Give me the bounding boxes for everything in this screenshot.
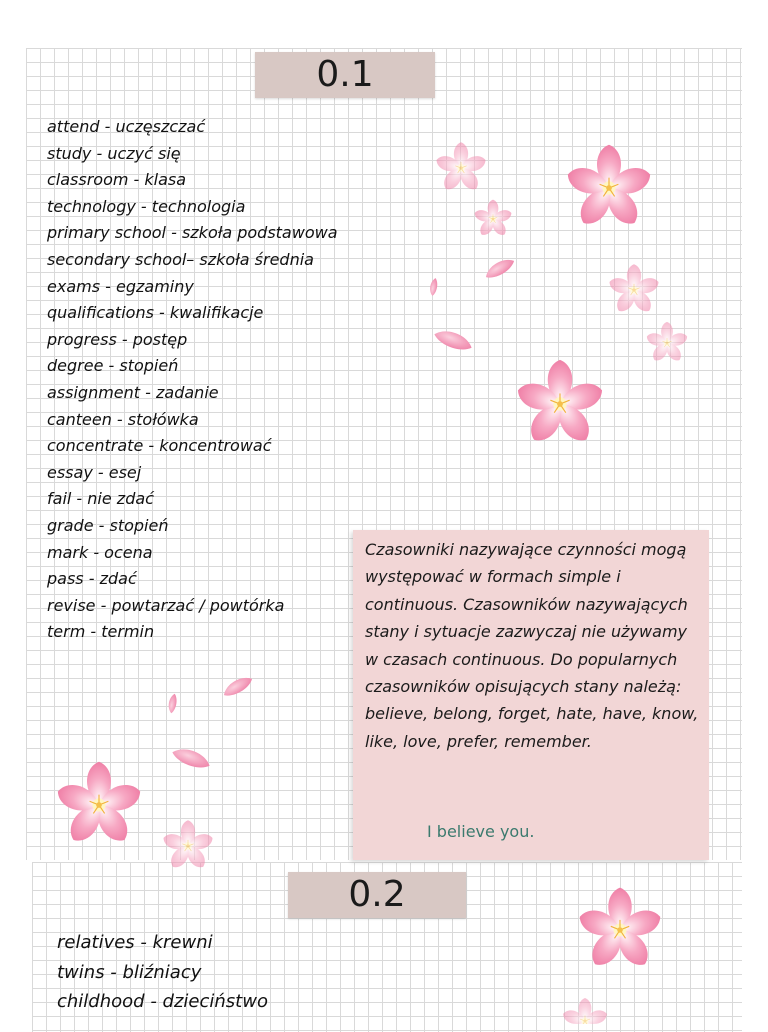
grammar-note (353, 530, 709, 860)
cherry-blossom-icon (644, 320, 690, 366)
cherry-blossom-icon (562, 141, 656, 235)
cherry-blossom-icon (574, 884, 666, 976)
vocab-item: fail - nie zdać (47, 489, 154, 509)
vocab-item: concentrate - koncentrować (47, 436, 272, 456)
section-title: 0.2 (348, 874, 406, 915)
vocab-item: pass - zdać (47, 569, 137, 589)
vocab-item: progress - postęp (47, 329, 188, 349)
section-title-tape (255, 52, 435, 98)
vocab-item: term - termin (47, 622, 155, 642)
vocab-list (47, 114, 338, 646)
vocab-item: childhood - dzieciństwo (57, 991, 268, 1012)
vocab-item: qualifications - kwalifikacje (47, 303, 264, 323)
cherry-blossom-icon (160, 818, 216, 874)
section-title-tape (288, 872, 466, 918)
vocab-item: essay - esej (47, 462, 142, 482)
cherry-blossom-icon (52, 758, 146, 852)
vocab-item: exams - egzaminy (47, 276, 194, 296)
vocab-item: revise - powtarzać / powtórka (47, 595, 285, 615)
section-title: 0.1 (316, 54, 374, 95)
vocab-item: technology - technologia (47, 196, 246, 216)
cherry-blossom-icon (560, 996, 610, 1024)
cherry-blossom-icon (512, 356, 608, 452)
vocab-item: grade - stopień (47, 515, 169, 535)
vocab-item: secondary school– szkoła średnia (47, 249, 314, 269)
vocab-item: study - uczyć się (47, 143, 181, 163)
vocab-item: mark - ocena (47, 542, 153, 562)
vocab-item: degree - stopień (47, 356, 179, 376)
cherry-blossom-icon (606, 262, 662, 318)
vocab-item: twins - bliźniacy (57, 961, 202, 983)
vocab-item: canteen - stołówka (47, 409, 199, 429)
grammar-note-text: Czasowniki nazywające czynności mogą występować w formach simple i continuous. Czasowników nazywających stany i sytuacje zazwyczaj nie używamy w czasach continuous. Do popularnych czasowników opisujących stany należą: believe, belong, forget, hate, have, know, like, love, prefer, remember. (365, 540, 699, 751)
vocab-list (57, 928, 268, 1017)
cherry-blossom-icon (433, 140, 489, 196)
vocab-item: primary school - szkoła podstawowa (47, 223, 338, 243)
vocab-item: attend - uczęszczać (47, 117, 206, 136)
vocab-item: assignment - zadanie (47, 382, 219, 402)
vocab-item: relatives - krewni (57, 932, 213, 953)
grammar-note-example: I believe you. (427, 822, 535, 841)
cherry-blossom-icon (472, 198, 514, 240)
vocab-item: classroom - klasa (47, 170, 187, 190)
